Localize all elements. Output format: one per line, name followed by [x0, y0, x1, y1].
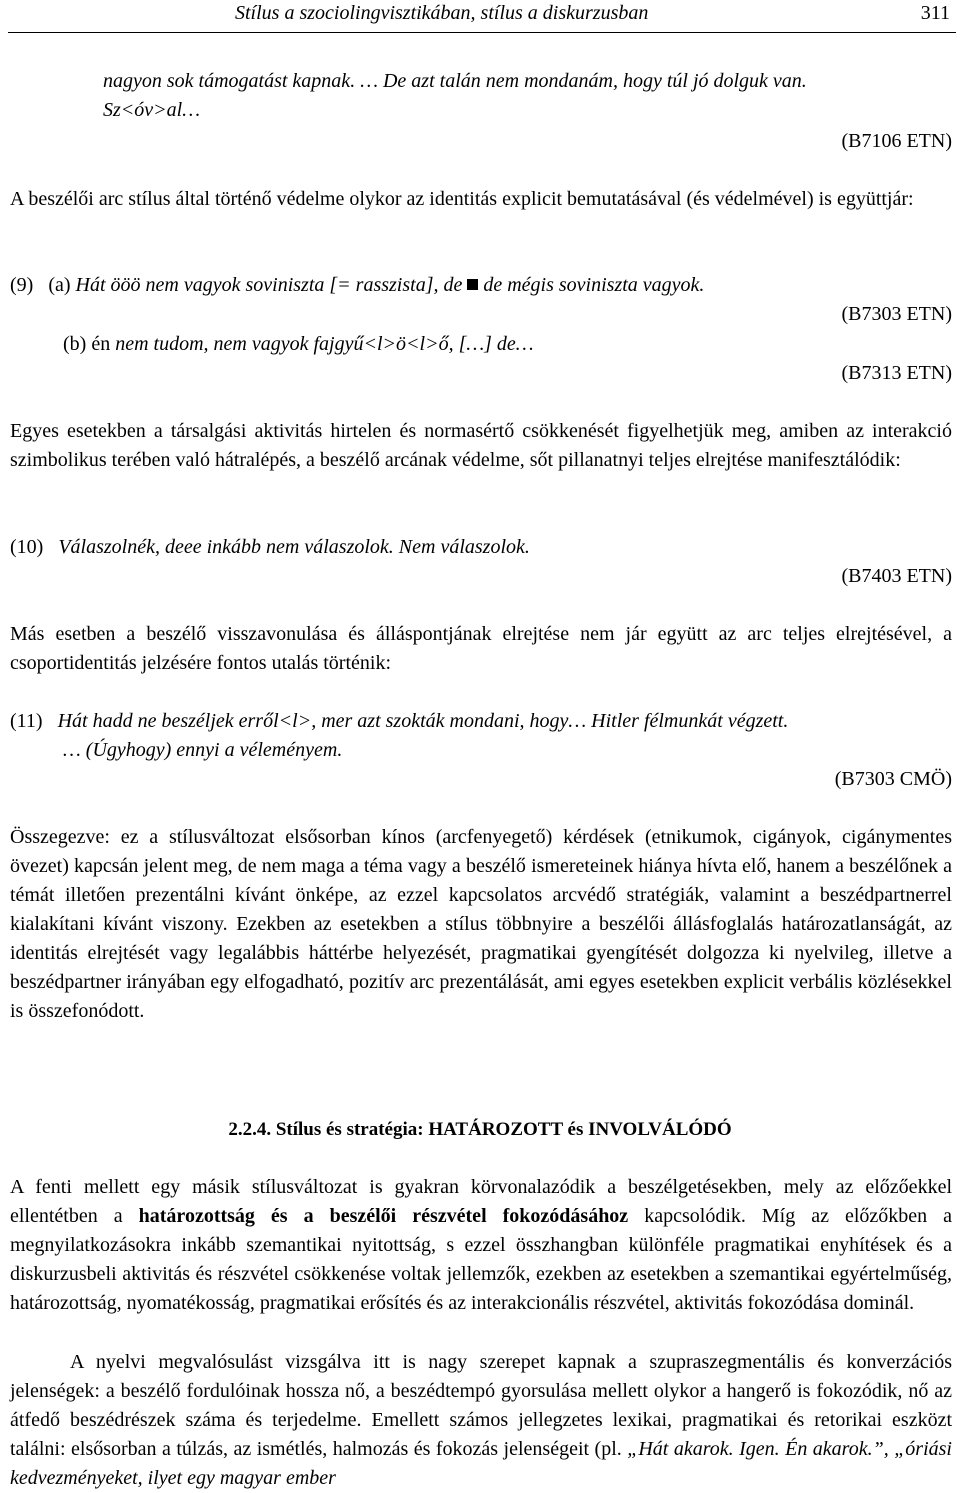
example-9b-label: (b): [63, 333, 87, 355]
example-10-number: (10): [10, 536, 44, 558]
example-10-text: Válaszolnék, deee inkább nem válaszolok. Nem válaszolok.: [58, 536, 530, 558]
paragraph-6-part-1: A nyelvi megvalósulást vizsgálva itt is nagy szerepet kapnak a szupraszegmentális és konverzációs jelenségek: a beszélő fordulóinak hossza nő, a beszédtempó gyorsulása mellett olykor a hangerő is fokozódik, nő az átfedő beszédrészek száma és terjedelme. Emellett számos jellegzetes lexikai, pragmatikai és retorikai eszközt találni: elsősorban a túlzás, az ismétlés, halmozás és fokozás jelenségeit (pl.: [10, 1351, 952, 1460]
example-9a-label: (a): [48, 274, 71, 296]
example-9b-text: nem tudom, nem vagyok fajgyű<l>ö<l>ő, […] de…: [115, 333, 534, 355]
paragraph-3: Más esetben a beszélő visszavonulása és álláspontjának elrejtése nem jár együtt az arc teljes elrejtésével, a csoportidentitás jelzésére fontos utalás történik:: [10, 623, 952, 674]
paragraph-6: [10, 1348, 952, 1493]
example-9a-text-2: de mégis soviniszta vagyok.: [483, 274, 705, 296]
square-bullet-icon: [467, 279, 478, 290]
page-number: 311: [920, 2, 950, 24]
header-rule: [8, 32, 956, 33]
paragraph-5-part-1: A fenti mellett egy másik stílusváltozat is gyakran körvonalazódik a beszélgetésekben, mely az előzőekkel ellentétben a: [10, 1176, 952, 1227]
example-9a: [10, 271, 952, 300]
quote-top-source: (B7106 ETN): [841, 130, 952, 152]
example-9b-source: (B7313 ETN): [841, 362, 952, 384]
example-10-source: (B7403 ETN): [841, 565, 952, 587]
paragraph-4: Összegezve: ez a stílusváltozat elsősorban kínos (arcfenyegető) kérdések (etnikumok, cigányok, cigánymentes övezet) kapcsán jelent meg, de nem maga a téma vagy a beszélő ismereteinek hiánya hívta elő, hanem a beszélőnek a témát illetően prezentálni kívánt önképe, az ezzel kapcsolatos arcvédő stratégiák, valamint a beszédpartnerrel kialakítani kívánt viszony. Ezekben az esetekben a stílus többnyire a beszélői állásfoglalás határozatlanságát, az identitás elrejtését vagy legalábbis háttérbe helyezését, pragmatikai gyengítését dolgozza ki nyelvileg, illetve a beszédpartner irányában egy elfogadható, pozitív arc prezentálását, ami egyes esetekben explicit verbális közlésekkel is összefonódott.: [10, 826, 952, 1022]
example-11-line-1: Hát hadd ne beszéljek erről<l>, mer azt szokták mondani, hogy… Hitler félmunkát végzett.: [57, 710, 789, 732]
example-9a-source: (B7303 ETN): [841, 303, 952, 325]
example-11-number: (11): [10, 710, 43, 732]
example-9a-text-1: Hát ööö nem vagyok soviniszta [= rasszista], de: [75, 274, 463, 296]
paragraph-2: Egyes esetekben a társalgási aktivitás hirtelen és normasértő csökkenését figyelhetjük meg, amiben az interakció szimbolikus terében való hátralépés, a beszélő arcának védelme, sőt pillanatnyi teljes elrejtése manifesztálódik:: [10, 420, 952, 471]
example-11: [10, 707, 952, 736]
running-title: Stílus a szociolingvisztikában, stílus a diskurzusban: [235, 2, 649, 24]
example-9b-plain: én: [91, 333, 111, 355]
quote-line-2: Sz<óv>al…: [103, 99, 200, 121]
quote-top: [103, 67, 953, 125]
example-10: [10, 533, 952, 562]
paragraph-6-italic: „Hát akarok. Igen. Én akarok.”, „óriási kedvezményeket, ilyet egy magyar ember: [10, 1438, 952, 1489]
running-header: [0, 0, 960, 36]
example-9-number: (9): [10, 274, 34, 296]
paragraph-1: A beszélői arc stílus által történő védelme olykor az identitás explicit bemutatásával (és védelmével) is együttjár:: [10, 188, 914, 210]
paragraph-5-bold: határozottság és a beszélői részvétel fokozódásához: [138, 1205, 629, 1227]
example-11-line-2: … (Úgyhogy) ennyi a véleményem.: [63, 739, 343, 761]
example-11-source: (B7303 CMÖ): [834, 768, 952, 790]
paragraph-5: [10, 1173, 952, 1318]
section-heading: 2.2.4. Stílus és stratégia: HATÁROZOTT és INVOLVÁLÓDÓ: [228, 1119, 732, 1140]
paragraph-5-part-2: kapcsolódik. Míg az előzőkben a megnyilatkozásokra inkább szemantikai nyitottság, s ezzel összhangban különféle pragmatikai enyhítések és a diskurzusbeli aktivitás és részvétel csökkenése voltak jellemzők, ezekben az esetekben a szemantikai egyértelműség, határozottság, nyomatékosság, pragmatikai erősítés és az interakcionális részvétel, aktivitás fokozódása dominál.: [10, 1205, 953, 1314]
quote-line-1: nagyon sok támogatást kapnak. … De azt talán nem mondanám, hogy túl jó dolguk van.: [103, 70, 807, 92]
example-9b: [63, 330, 943, 359]
